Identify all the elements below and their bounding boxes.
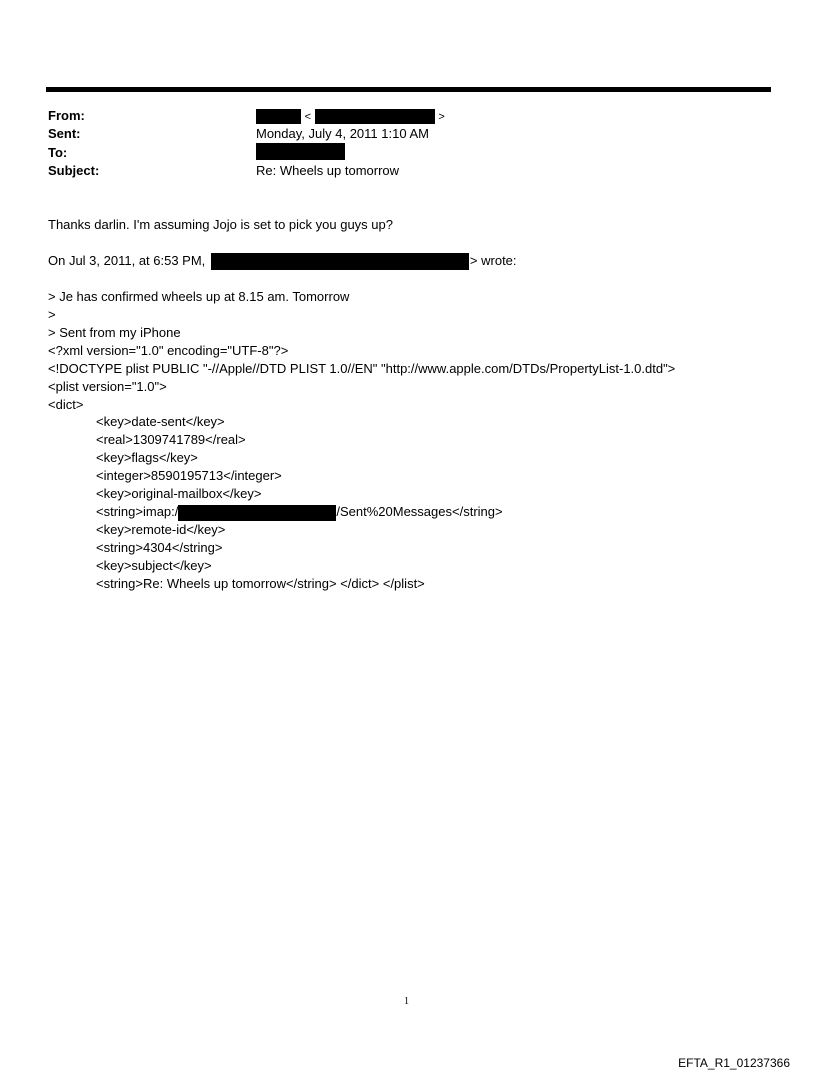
xml-line: <key>remote-id</key> <box>96 522 226 537</box>
page-number: 1 <box>404 996 409 1007</box>
to-value <box>256 143 345 160</box>
redaction-bar <box>178 505 336 521</box>
xml-line: <key>subject</key> <box>96 558 212 573</box>
redaction-bar <box>256 109 301 124</box>
xml-line: <?xml version="1.0" encoding="UTF-8"?> <box>48 343 289 358</box>
xml-mailbox-end: /Sent%20Messages</string> <box>336 504 503 519</box>
from-label: From: <box>48 108 85 123</box>
redaction-bar <box>211 253 469 270</box>
xml-line: <!DOCTYPE plist PUBLIC "-//Apple//DTD PLIST 1.0//EN" "http://www.apple.com/DTDs/PropertyList-1.0.dtd"> <box>48 361 676 376</box>
sent-value: Monday, July 4, 2011 1:10 AM <box>256 126 429 141</box>
xml-line: <key>date-sent</key> <box>96 414 225 429</box>
document-id: EFTA_R1_01237366 <box>678 1056 790 1070</box>
quoted-line: > Je has confirmed wheels up at 8.15 am. Tomorrow <box>48 289 350 304</box>
quote-intro-end: > wrote: <box>469 253 517 268</box>
quote-intro <box>48 253 517 270</box>
reply-text: Thanks darlin. I'm assuming Jojo is set to pick you guys up? <box>48 217 393 232</box>
xml-line: <string>4304</string> <box>96 540 223 555</box>
quote-intro-start: On Jul 3, 2011, at 6:53 PM, <box>48 253 206 268</box>
redaction-bar <box>315 109 435 124</box>
header-rule <box>46 87 771 92</box>
xml-line: <dict> <box>48 397 84 412</box>
from-value <box>256 108 445 125</box>
xml-mailbox-start: <string>imap:/ <box>96 504 179 519</box>
xml-line: <plist version="1.0"> <box>48 379 167 394</box>
xml-line: <real>1309741789</real> <box>96 432 246 447</box>
xml-line: <key>flags</key> <box>96 450 198 465</box>
to-label: To: <box>48 145 68 160</box>
from-close-bracket: > <box>438 111 445 123</box>
subject-label: Subject: <box>48 163 100 178</box>
quoted-line: > Sent from my iPhone <box>48 325 181 340</box>
sent-label: Sent: <box>48 126 81 141</box>
xml-line: <key>original-mailbox</key> <box>96 486 262 501</box>
xml-line-mailbox <box>96 504 503 521</box>
quoted-line: > <box>48 307 56 322</box>
subject-value: Re: Wheels up tomorrow <box>256 163 400 178</box>
from-open-bracket: < <box>304 111 312 123</box>
redaction-bar <box>256 143 345 160</box>
xml-line: <string>Re: Wheels up tomorrow</string> </dict> </plist> <box>96 576 425 591</box>
xml-line: <integer>8590195713</integer> <box>96 468 282 483</box>
